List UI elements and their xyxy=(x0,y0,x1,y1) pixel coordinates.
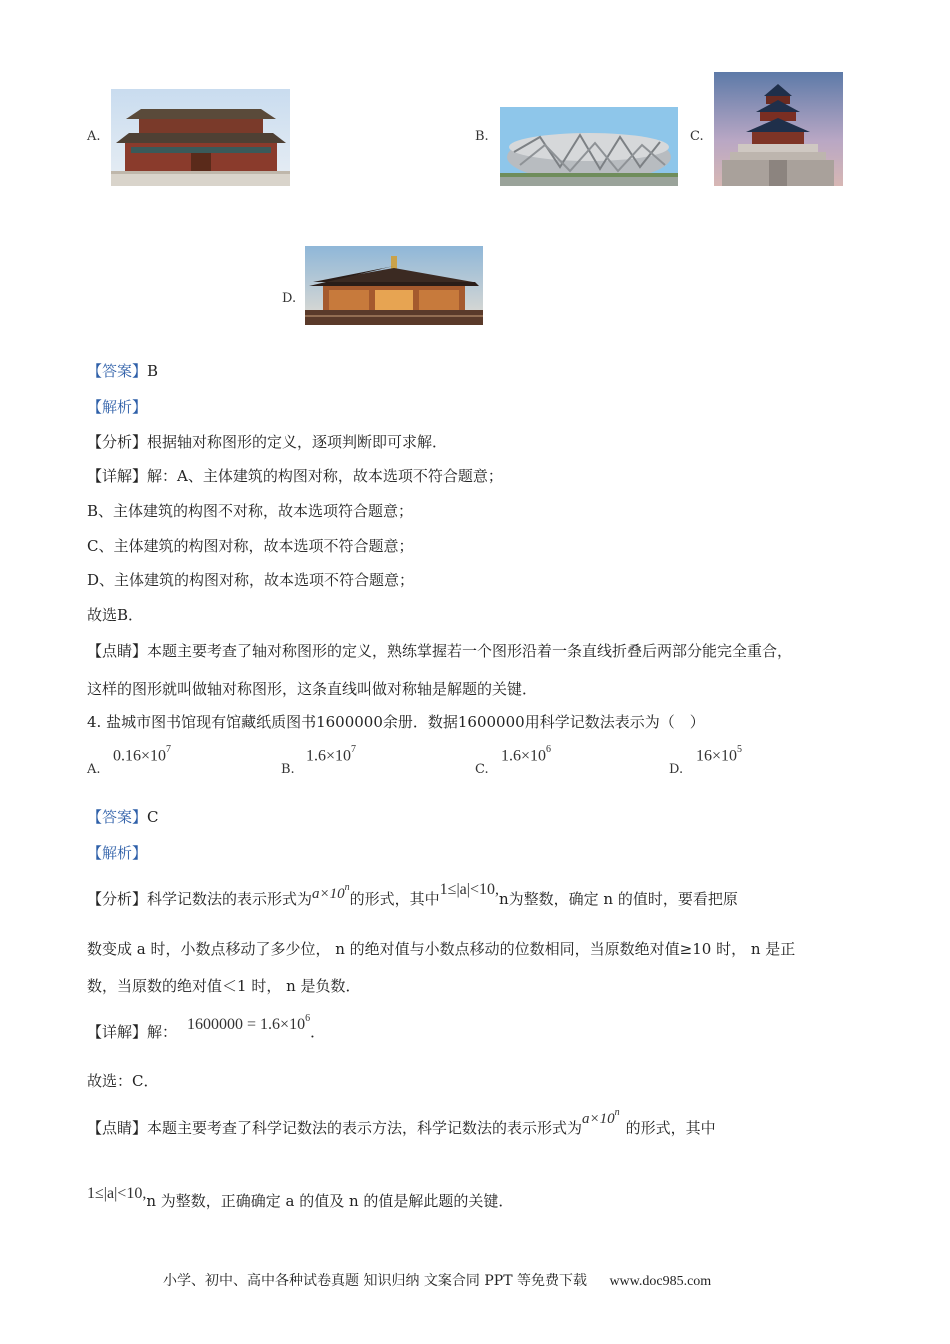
q4-option-c-mantissa: 1.6×10 xyxy=(501,747,547,765)
dianjing-form xyxy=(582,1107,620,1127)
xiangjie-math xyxy=(187,1012,311,1033)
q4-fenxi-line2: 数变成 a 时，小数点移动了多少位， n 的绝对值与小数点移动的位数相同，当原数绝对值≥10 时， n 是正 xyxy=(87,940,796,958)
answer-value: B xyxy=(147,362,159,380)
q3-dianjing-line2: 这样的图形就叫做轴对称图形，这条直线叫做对称轴是解题的关键． xyxy=(87,680,538,698)
q4-stem: 4. 盐城市图书馆现有馆藏纸质图书1600000余册．数据1600000用科学记数法表示为（ ） xyxy=(87,713,705,731)
q4-option-c-value xyxy=(501,746,551,765)
q4-option-a-exponent: 7 xyxy=(166,744,172,755)
q4-option-d-letter: D. xyxy=(669,762,684,777)
q4-answer xyxy=(87,806,159,827)
xiangjie-end: ． xyxy=(310,1023,326,1041)
q4-option-d-value xyxy=(696,746,742,765)
option-d-image-pavilion xyxy=(305,246,483,325)
fenxi-inequality: 1≤|a|<10, xyxy=(439,881,499,898)
q4-fenxi-line3: 数，当原数的绝对值＜1 时， n 是负数． xyxy=(87,977,361,995)
jiexi-tag: 【解析】 xyxy=(87,398,148,416)
option-b-label: B. xyxy=(475,129,489,144)
option-c-image-temple-of-heaven xyxy=(714,72,843,186)
q4-conclusion: 故选：C． xyxy=(87,1072,159,1090)
q4-dianjing-line1 xyxy=(87,1107,716,1138)
xiangjie-text: 解：A、主体建筑的构图对称，故本选项不符合题意； xyxy=(147,467,503,485)
fenxi-form xyxy=(312,882,350,902)
q4-dianjing-line2 xyxy=(87,1185,514,1211)
fenxi-p3: n为整数，确定 n 的值时，要看把原 xyxy=(498,890,738,908)
q4-option-a-value xyxy=(113,746,171,765)
dianjing-tag: 【点睛】 xyxy=(87,1119,148,1137)
q3-conclusion: 故选B． xyxy=(87,606,144,624)
footer xyxy=(163,1270,711,1290)
option-b-image-birds-nest xyxy=(500,107,678,186)
option-a-label: A. xyxy=(87,129,101,144)
answer-value: C xyxy=(147,808,159,826)
fenxi-p1: 科学记数法的表示形式为 xyxy=(147,890,313,908)
answer-tag: 【答案】 xyxy=(87,362,148,380)
q3-line-c: C、主体建筑的构图对称，故本选项不符合题意； xyxy=(87,537,414,555)
q3-answer xyxy=(87,360,158,381)
fenxi-text: 根据轴对称图形的定义，逐项判断即可求解． xyxy=(147,433,448,451)
dianjing-p3: n 为整数，正确确定 a 的值及 n 的值是解此题的关键． xyxy=(146,1192,514,1210)
q3-dianjing xyxy=(87,640,792,661)
q4-option-b-value xyxy=(306,746,356,765)
footer-url[interactable]: www.doc985.com xyxy=(609,1274,712,1289)
q4-option-a-letter: A. xyxy=(87,762,101,777)
q4-option-a-mantissa: 0.16×10 xyxy=(113,747,167,765)
fenxi-p2: 的形式，其中 xyxy=(349,890,440,908)
fenxi-tag: 【分析】 xyxy=(87,433,148,451)
q4-option-d-mantissa: 16×10 xyxy=(696,747,738,765)
xiangjie-p1: 解： xyxy=(147,1023,178,1041)
fenxi-form-base: a×10 xyxy=(312,886,345,902)
q4-jiexi xyxy=(87,842,147,863)
dianjing-tag: 【点睛】 xyxy=(87,642,148,660)
q3-jiexi xyxy=(87,396,147,417)
q3-fenxi xyxy=(87,431,447,452)
fenxi-form-exponent: n xyxy=(344,882,350,893)
q4-option-c-exponent: 6 xyxy=(546,744,552,755)
option-c-label: C. xyxy=(690,129,704,144)
xiangjie-math-exponent: 6 xyxy=(305,1012,311,1024)
q3-xiangjie xyxy=(87,465,503,486)
footer-text: 小学、初中、高中各种试卷真题 知识归纳 文案合同 PPT 等免费下载 xyxy=(163,1273,587,1289)
option-d-label: D. xyxy=(282,291,297,306)
dianjing-form-exponent: n xyxy=(614,1107,620,1118)
xiangjie-tag: 【详解】 xyxy=(87,1023,148,1041)
dianjing-text-1: 本题主要考查了轴对称图形的定义，熟练掌握若一个图形沿着一条直线折叠后两部分能完全重合， xyxy=(147,642,793,660)
q4-option-b-letter: B. xyxy=(281,762,295,777)
xiangjie-math-body: 1600000 = 1.6×10 xyxy=(187,1016,306,1033)
q4-option-b-mantissa: 1.6×10 xyxy=(306,747,352,765)
q3-line-b: B、主体建筑的构图不对称，故本选项符合题意； xyxy=(87,502,414,520)
q4-option-d-exponent: 5 xyxy=(737,744,743,755)
dianjing-form-base: a×10 xyxy=(582,1111,615,1127)
dianjing-p1: 本题主要考查了科学记数法的表示方法，科学记数法的表示形式为 xyxy=(147,1119,583,1137)
q4-option-c-letter: C. xyxy=(475,762,489,777)
q4-xiangjie xyxy=(87,1012,326,1042)
answer-tag: 【答案】 xyxy=(87,808,148,826)
q3-line-d: D、主体建筑的构图对称，故本选项不符合题意； xyxy=(87,571,415,589)
q4-fenxi-line1 xyxy=(87,881,738,909)
fenxi-tag: 【分析】 xyxy=(87,890,148,908)
xiangjie-tag: 【详解】 xyxy=(87,467,148,485)
q4-option-b-exponent: 7 xyxy=(351,744,357,755)
jiexi-tag: 【解析】 xyxy=(87,844,148,862)
dianjing-p2: 的形式，其中 xyxy=(625,1119,716,1137)
option-a-image-palace xyxy=(111,89,290,186)
dianjing-inequality: 1≤|a|<10, xyxy=(87,1185,147,1202)
